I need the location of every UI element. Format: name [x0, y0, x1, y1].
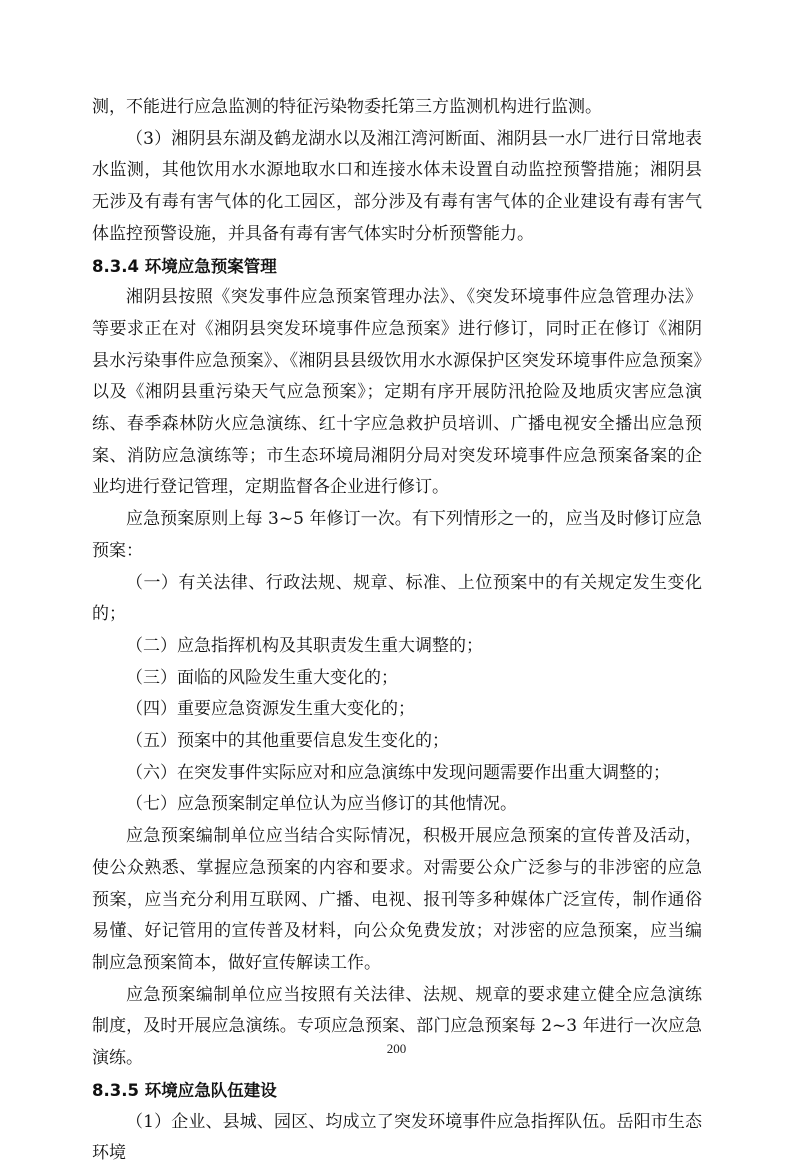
- paragraph-team-building: （1）企业、县城、园区、均成立了突发环境事件应急指挥队伍。岳阳市生态环境: [92, 1111, 702, 1164]
- list-item-3: （三）面临的风险发生重大变化的；: [126, 667, 398, 688]
- document-body: [92, 92, 702, 1170]
- paragraph-plan-management: 湘阴县按照《突发事件应急预案管理办法》、《突发环境事件应急管理办法》等要求正在对《湘阴县突发环境事件应急预案》进行修订，同时正在修订《湘阴县水污染事件应急预案》、《湘阴县县级饮用水水源保护区突发环境事件应急预案》以及《湘阴县重污染天气应急预案》；定期有序开展防汛抢险及地质灾害应急演练、春季森林防火应急演练、红十字应急救护员培训、广播电视安全播出应急预案、消防应急演练等；市生态环境局湘阴分局对突发环境事件应急预案备案的企业均进行登记管理，定期监督各企业进行修订。: [92, 287, 702, 498]
- section-heading-8-3-5: 8.3.5 环境应急队伍建设: [92, 1080, 277, 1100]
- section-heading-8-3-4: 8.3.4 环境应急预案管理: [92, 256, 277, 276]
- paragraph-revision-principle: 应急预案原则上每 3~5 年修订一次。有下列情形之一的，应当及时修订应急预案：: [92, 509, 702, 561]
- list-item-6: （六）在突发事件实际应对和应急演练中发现问题需要作出重大调整的；: [126, 762, 670, 783]
- list-item-1: （一）有关法律、行政法规、规章、标准、上位预案中的有关规定发生变化的；: [92, 572, 702, 625]
- list-item-5: （五）预案中的其他重要信息发生变化的；: [126, 731, 449, 752]
- list-item-4: （四）重要应急资源发生重大变化的；: [126, 699, 415, 720]
- paragraph-continued-monitoring: 测，不能进行应急监测的特征污染物委托第三方监测机构进行监测。: [92, 97, 602, 117]
- page-number: 200: [386, 1041, 407, 1056]
- paragraph-drills: 应急预案编制单位应当按照有关法律、法规、规章的要求建立健全应急演练制度，及时开展应急演练。专项应急预案、部门应急预案每 2~3 年进行一次应急演练。: [92, 984, 702, 1069]
- list-item-2: （二）应急指挥机构及其职责发生重大调整的；: [126, 635, 483, 656]
- list-item-7: （七）应急预案制定单位认为应当修订的其他情况。: [126, 794, 517, 815]
- paragraph-item-3-monitoring: （3）湘阴县东湖及鹤龙湖水以及湘江湾河断面、湘阴县一水厂进行日常地表水监测，其他饮用水水源地取水口和连接水体未设置自动监控预警措施；湘阴县无涉及有毒有害气体的化工园区，部分涉及有毒有害气体的企业建设有毒有害气体监控预警设施，并具备有毒有害气体实时分析预警能力。: [92, 128, 702, 244]
- paragraph-publicity: 应急预案编制单位应当结合实际情况，积极开展应急预案的宣传普及活动，使公众熟悉、掌握应急预案的内容和要求。对需要公众广泛参与的非涉密的应急预案，应当充分利用互联网、广播、电视、报刊等多种媒体广泛宣传，制作通俗易懂、好记管用的宣传普及材料，向公众免费发放；对涉密的应急预案，应当编制应急预案简本，做好宣传解读工作。: [92, 826, 702, 973]
